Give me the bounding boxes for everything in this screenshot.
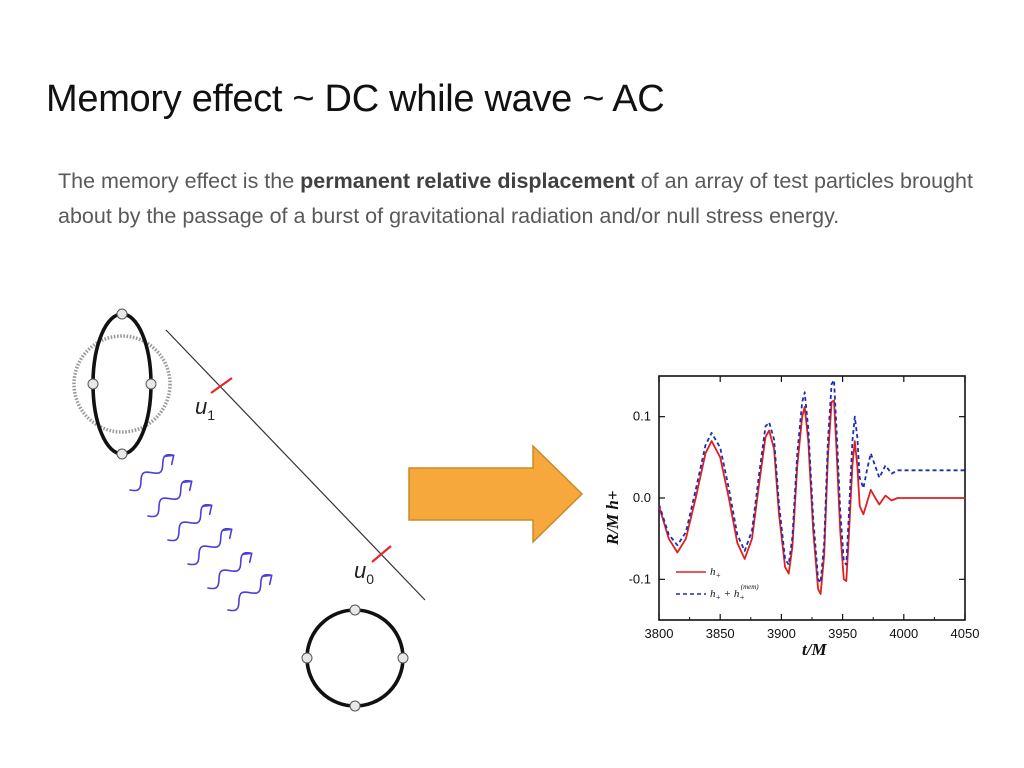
chart-ylabel: R/M h+ <box>603 490 622 545</box>
wave-squiggle-3 <box>168 505 212 541</box>
x-tick-label-3800: 3800 <box>644 626 674 641</box>
y-tick-label-0: -0.1 <box>628 571 651 587</box>
wave-squiggle-1 <box>130 455 174 491</box>
wave-squiggle-6 <box>228 575 272 611</box>
test-particle-bottom-2 <box>350 701 360 711</box>
right-arrow-icon <box>409 446 582 542</box>
chart-xlabel: t/M <box>802 640 827 659</box>
y-tick-label-2: 0.1 <box>632 408 651 424</box>
gravitational-waves <box>130 455 272 611</box>
u1-label: $u_1$ <box>195 394 216 423</box>
test-particle-bottom-1 <box>350 605 360 615</box>
wave-arrowhead-2 <box>183 481 192 490</box>
legend-label-h-plus-mem: $h_+ + h_+(mem)$ <box>710 583 759 602</box>
test-particle-bottom-4 <box>398 653 408 663</box>
test-particle-top-4 <box>146 379 156 389</box>
initial-ring <box>307 610 403 706</box>
waveform-chart <box>603 376 979 659</box>
wave-arrowhead-4 <box>223 529 232 538</box>
memory-diagram <box>74 309 582 711</box>
wave-squiggle-5 <box>208 553 252 589</box>
x-tick-label-3900: 3900 <box>766 626 796 641</box>
x-tick-label-4000: 4000 <box>889 626 919 641</box>
body-text-end: of an array of test particles brought about by the passage of a burst of gravitational radiation and/or null stress energy. <box>58 169 973 228</box>
test-particle-top-1 <box>117 309 127 319</box>
x-tick-label-3950: 3950 <box>828 626 858 641</box>
body-text-emphasis: permanent relative displacement <box>300 169 635 193</box>
slide-title: Memory effect ~ DC while wave ~ AC <box>46 78 665 120</box>
test-particle-top-3 <box>88 379 98 389</box>
wave-arrowhead-3 <box>203 505 212 514</box>
x-tick-label-3850: 3850 <box>705 626 735 641</box>
wave-arrowhead-5 <box>243 553 252 562</box>
wave-arrowhead-6 <box>263 575 272 584</box>
test-particle-top-2 <box>117 449 127 459</box>
wave-arrowhead-1 <box>165 455 174 464</box>
wave-squiggle-4 <box>188 529 232 565</box>
test-particle-bottom-3 <box>302 653 312 663</box>
null-ray-line <box>166 330 425 600</box>
u0-label: $u_0$ <box>354 558 375 587</box>
legend-label-h-plus: $h_+$ <box>710 566 721 580</box>
deformed-ring <box>93 314 151 454</box>
wave-squiggle-2 <box>148 481 192 517</box>
y-tick-label-1: 0.0 <box>632 490 651 505</box>
body-text-start: The memory effect is the <box>58 169 301 193</box>
x-tick-label-4050: 4050 <box>950 626 980 641</box>
